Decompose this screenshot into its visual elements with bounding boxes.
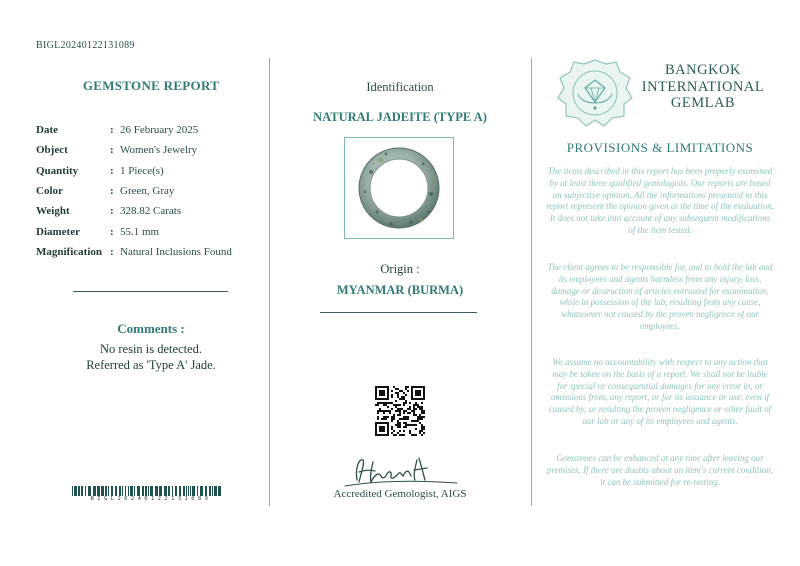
barcode-bar <box>130 486 133 496</box>
barcode-bar <box>85 486 86 496</box>
provisions-paragraph: The client agrees to be responsible for, and to hold the lab and its employees and agents harmless from any injury, loss, damage or destruction of articles entrusted for examination, while in possession of the lab, resulting from any cause, whatsoever not caused by the proven negligence of our employees. <box>547 262 773 331</box>
barcode <box>72 486 230 496</box>
spec-value: 328.82 Carats <box>120 205 182 218</box>
stone-name: NATURAL JADEITE (TYPE A) <box>313 110 487 124</box>
spec-row-object <box>36 140 266 160</box>
barcode-bar <box>168 486 170 496</box>
spec-value: Natural Inclusions Found <box>120 245 232 258</box>
barcode-bar <box>183 486 185 496</box>
barcode-bar <box>186 486 187 496</box>
spec-row-date <box>36 120 266 140</box>
barcode-bar <box>142 486 144 496</box>
spec-label: Diameter <box>36 225 80 238</box>
spec-label: Date <box>36 124 58 137</box>
provisions-title: PROVISIONS & LIMITATIONS <box>566 140 754 155</box>
barcode-bar <box>101 486 104 496</box>
barcode-bar <box>81 486 83 496</box>
center-divider <box>320 312 477 313</box>
origin-value: MYANMAR (BURMA) <box>336 283 464 297</box>
barcode-text: BIGL20240122131089 <box>90 496 212 502</box>
barcode-bar <box>145 486 147 496</box>
spec-colon: : <box>110 144 114 157</box>
spec-value: Women's Jewelry <box>120 144 198 157</box>
lab-name-line: GEMLAB <box>670 95 736 111</box>
barcode-bar <box>125 486 126 496</box>
barcode-bar <box>115 486 117 496</box>
gemologist-label: Accredited Gemologist, AIGS <box>333 488 467 500</box>
barcode-bar <box>200 486 203 496</box>
barcode-bar <box>97 486 100 496</box>
lab-seal-logo <box>556 58 634 128</box>
barcode-bar <box>159 486 162 496</box>
panel-divider-right <box>531 58 532 506</box>
provisions-paragraph: Gemstones can be enhanced at any time after leaving our premises. If there are doubts about an item's current condition, it can be submitted for re-testing. <box>546 453 774 487</box>
barcode-bar <box>148 486 149 496</box>
barcode-bar <box>128 486 129 496</box>
spec-label: Weight <box>36 205 70 218</box>
gemstone-photo <box>344 137 454 239</box>
barcode-bar <box>93 486 96 496</box>
barcode-bar <box>88 486 91 496</box>
spec-row-color <box>36 181 266 201</box>
spec-label: Color <box>36 185 63 198</box>
barcode-bar <box>72 486 73 496</box>
spec-colon: : <box>110 124 114 137</box>
barcode-bar <box>105 486 107 496</box>
panel-divider-left <box>269 58 270 506</box>
spec-row-quantity <box>36 161 266 181</box>
spec-label: Magnification <box>36 245 102 258</box>
spec-colon: : <box>110 185 114 198</box>
barcode-bar <box>137 486 140 496</box>
barcode-bar <box>134 486 135 496</box>
spec-colon: : <box>110 164 114 177</box>
spec-value: 26 February 2025 <box>120 124 199 137</box>
provisions-paragraph: We assume no accountability with respect to any action that may be taken on the basis of a report. We shall not be liable for special or consequential damages for any error in, or omissions from, any report, or for its issuance or use, even if caused by, or resulting the proven negligence or other fault of our lab or any of its employees and agents. <box>548 357 772 426</box>
lab-name <box>636 62 770 112</box>
spec-colon: : <box>110 205 114 218</box>
barcode-bar <box>111 486 113 496</box>
barcode-bar <box>192 486 195 496</box>
barcode-bar <box>205 486 207 496</box>
barcode-bar <box>190 486 191 496</box>
barcode-bar <box>218 486 221 496</box>
barcode-bar <box>74 486 77 496</box>
spec-table <box>36 120 266 262</box>
barcode-bar <box>119 486 121 496</box>
barcode-bar <box>122 486 123 496</box>
barcode-bar <box>179 486 181 496</box>
barcode-bar <box>78 486 80 496</box>
report-id: BIGL20240122131089 <box>36 40 135 51</box>
left-divider <box>73 291 228 292</box>
jade-bangle-image <box>351 142 447 234</box>
spec-label: Object <box>36 144 68 157</box>
spec-value: 55.1 mm <box>120 225 160 238</box>
barcode-bar <box>209 486 211 496</box>
lab-name-line: INTERNATIONAL <box>641 78 765 95</box>
spec-label: Quantity <box>36 164 79 177</box>
comments-line: No resin is detected. <box>99 342 203 356</box>
barcode-bar <box>155 486 158 496</box>
qr-code[interactable] <box>375 386 425 436</box>
identification-label: Identification <box>366 80 434 94</box>
comments-line: Referred as 'Type A' Jade. <box>86 358 216 372</box>
gemologist-signature <box>335 450 465 490</box>
spec-colon: : <box>110 245 114 258</box>
barcode-bar <box>188 486 189 496</box>
barcode-bar <box>214 486 217 496</box>
barcode-bar <box>175 486 177 496</box>
barcode-bar <box>108 486 109 496</box>
comments-title: Comments : <box>117 321 185 336</box>
spec-value: Green, Gray <box>120 185 175 198</box>
spec-row-weight <box>36 201 266 221</box>
report-title: GEMSTONE REPORT <box>82 78 220 93</box>
spec-row-magnification <box>36 242 266 262</box>
barcode-bar <box>197 486 198 496</box>
provisions-paragraph: The items described in this report has been properly examined by at least three qualified gemologists. Our reports are based on subjective opinion. All the informations presented in this report represent the opinion given at the time of the evaluation. It does not take into account of any subsequent modifications of the item tested. <box>546 166 774 235</box>
spec-value: 1 Piece(s) <box>120 164 164 177</box>
barcode-bar <box>172 486 173 496</box>
barcode-bar <box>164 486 167 496</box>
spec-colon: : <box>110 225 114 238</box>
comments-text <box>36 341 266 373</box>
spec-row-diameter <box>36 221 266 241</box>
barcode-bar <box>212 486 213 496</box>
barcode-bar <box>150 486 153 496</box>
lab-name-line: BANGKOK <box>665 62 741 78</box>
origin-label: Origin : <box>380 262 420 276</box>
